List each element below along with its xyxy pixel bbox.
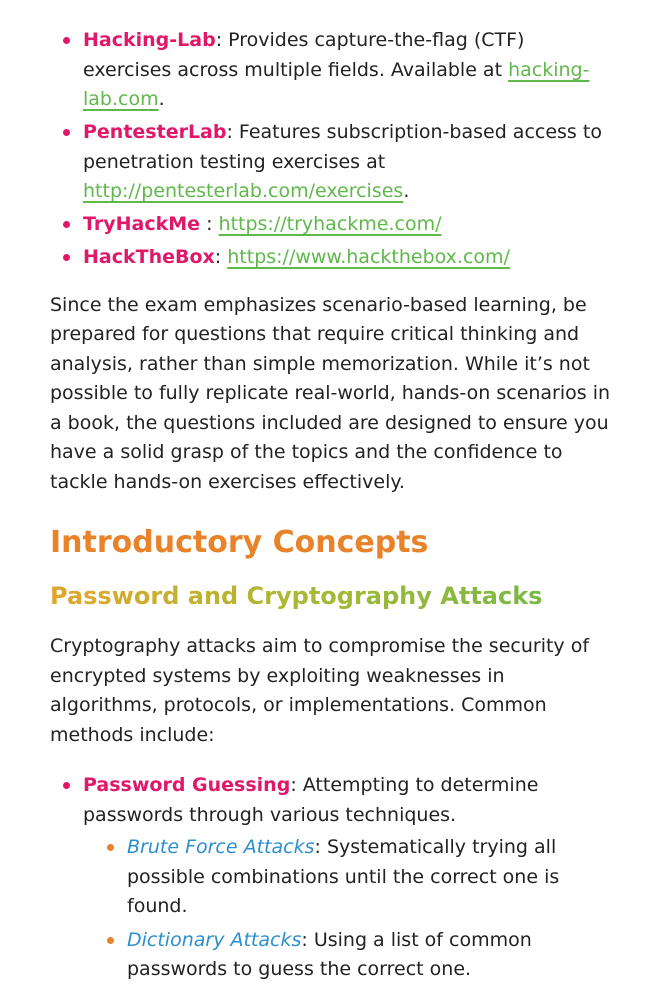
attack-methods-list: [50, 771, 611, 985]
method-term: Dictionary Attacks: [127, 928, 302, 951]
resource-separator: :: [215, 29, 223, 51]
method-description: : Using a list of common passwords to guess the correct one.: [127, 928, 532, 980]
bullet-icon: [63, 782, 70, 789]
method-description: : Attempting to determine passwords through various techniques.: [83, 774, 539, 826]
list-item-brute-force: [127, 833, 611, 922]
bullet-icon: [63, 221, 70, 228]
bullet-icon: [63, 254, 70, 261]
resource-description: Provides capture-the-flag (CTF) exercises across multiple fields. Available at: [83, 29, 525, 81]
resource-list: [50, 26, 611, 273]
method-term: Password Guessing: [83, 774, 291, 796]
list-item-hackthebox: [83, 243, 611, 273]
resource-link-hacking-lab[interactable]: hacking-lab.com: [83, 58, 590, 110]
body-paragraph-exam: Since the exam emphasizes scenario-based learning, be prepared for questions that require critical thinking and analysis, rather than simple memorization. While it’s not possible to fully replicate real-world, hands-on scenarios in a book, the questions included are designed to ensure you have a solid grasp of the topics and the confidence to tackle hands-on exercises effectively.: [50, 293, 611, 493]
bullet-icon: [63, 129, 70, 136]
list-item-dictionary: [127, 926, 611, 985]
resource-name: HackTheBox: [83, 246, 215, 268]
list-item-pentesterlab: [83, 118, 611, 207]
resource-link-tryhackme[interactable]: https://tryhackme.com/: [218, 213, 442, 235]
bullet-icon: [63, 37, 70, 44]
body-paragraph-cryptography: Cryptography attacks aim to compromise the security of encrypted systems by exploiting weaknesses in algorithms, protocols, or implementations. Common methods include:: [50, 635, 590, 746]
resource-separator: :: [200, 213, 219, 235]
resource-name: Hacking-Lab: [83, 29, 216, 51]
method-term: Brute Force Attacks: [127, 836, 315, 858]
resource-name: TryHackMe: [83, 213, 201, 235]
list-item-hacking-lab: [83, 26, 611, 115]
list-item-tryhackme: [83, 210, 611, 240]
section-heading-introductory-concepts: Introductory Concepts: [50, 525, 429, 560]
resource-name: PentesterLab: [83, 121, 227, 143]
password-guessing-sublist: [83, 833, 611, 985]
resource-description-end: .: [158, 88, 165, 110]
resource-separator: :: [226, 121, 233, 143]
method-description: : Systematically trying all possible combinations until the correct one is found.: [127, 836, 560, 917]
bullet-icon: [107, 844, 114, 851]
bullet-icon: [107, 937, 114, 944]
resource-link-hackthebox[interactable]: https://www.hackthebox.com/: [227, 246, 510, 268]
resource-description: Features subscription-based access to penetration testing exercises at: [83, 121, 602, 173]
resource-link-pentesterlab[interactable]: http://pentesterlab.com/exercises: [83, 180, 404, 202]
resource-separator: :: [214, 246, 228, 268]
subsection-heading-password-cryptography: Password and Cryptography Attacks: [50, 579, 611, 613]
list-item-password-guessing: [83, 771, 611, 985]
resource-description-end: .: [403, 180, 410, 202]
